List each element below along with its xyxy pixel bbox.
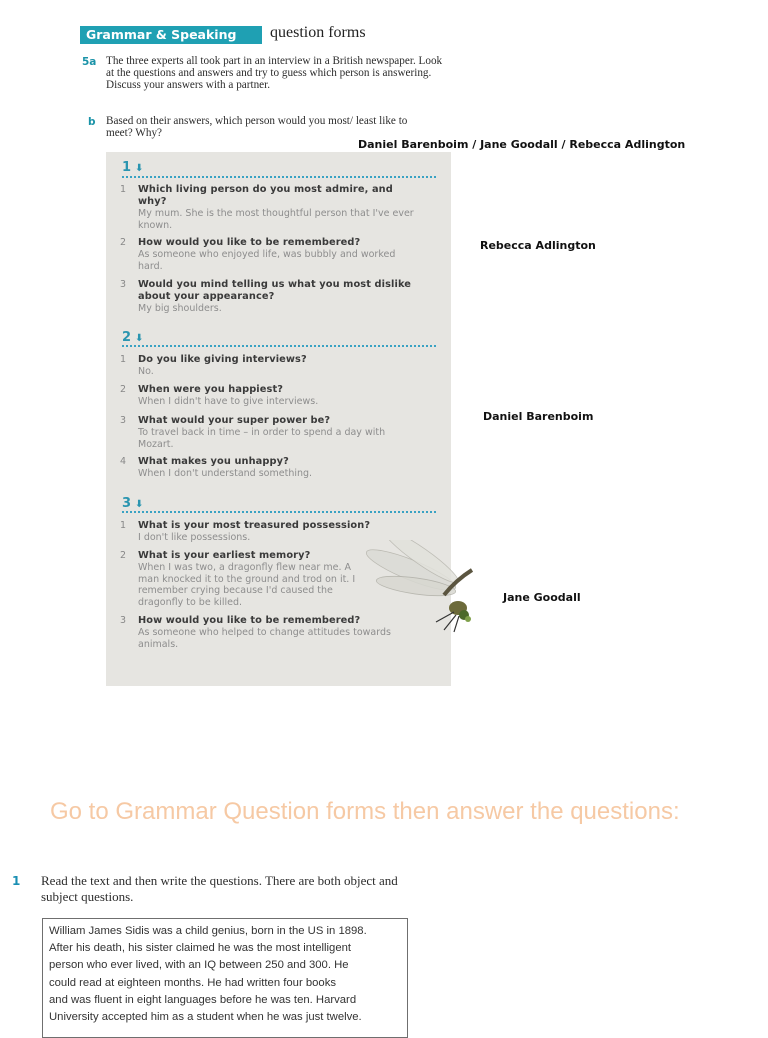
list-item: 2 What is your earliest memory? When I was two, a dragonfly flew near me. A man knocked it to the ground and trod on it. I remember crying because I'd caused the dragonfly to be killed. <box>120 550 375 608</box>
list-item: 3 What would your super power be? To travel back in time – in order to spend a day with Mozart. <box>120 415 420 450</box>
down-arrow-icon: ⬇ <box>135 333 144 344</box>
instruction-b-text: Based on their answers, which person would you most/ least like to meet? Why? <box>106 115 408 139</box>
answer-text: My big shoulders. <box>138 303 222 314</box>
exercise-instruction: Read the text and then write the questions. There are both object and subject questions. <box>41 873 398 904</box>
text-line: and was fluent in eight languages before he was ten. Harvard <box>49 993 357 1006</box>
instruction-heading: Go to Grammar Question forms then answer the questions: <box>50 798 680 825</box>
question-text: Do you like giving interviews? <box>138 354 307 365</box>
question-text: Would you mind telling us what you most dislike about your appearance? <box>138 279 412 302</box>
question-text: What makes you unhappy? <box>138 456 289 467</box>
question-text: What would your super power be? <box>138 415 331 426</box>
question-text: How would you like to be remembered? <box>138 615 361 626</box>
question-text: What is your most treasured possession? <box>138 520 371 531</box>
list-item: 1 What is your most treasured possession? I don't like possessions. <box>120 520 420 544</box>
list-item: 3 Would you mind telling us what you most dislike about your appearance? My big shoulders. <box>120 279 420 315</box>
list-item: 1 Which living person do you most admire, and why? My mum. She is the most thoughtful person that I've ever known. <box>120 184 420 231</box>
reading-text-box <box>42 918 408 1038</box>
instruction-a-number: 5a <box>82 56 97 68</box>
list-item: 3 How would you like to be remembered? As someone who helped to change attitudes towards animals. <box>120 615 400 650</box>
exercise-number: 1 <box>12 874 21 888</box>
list-item: 2 How would you like to be remembered? As someone who enjoyed life, was bubbly and worked hard. <box>120 237 420 272</box>
section-heading-3: 3 ⬇ <box>122 496 144 511</box>
answer-text: My mum. She is the most thoughtful person that I've ever known. <box>138 208 414 231</box>
question-text: When were you happiest? <box>138 384 284 395</box>
down-arrow-icon: ⬇ <box>135 499 144 510</box>
answer-label-1: Rebecca Adlington <box>480 239 596 252</box>
answer-text: I don't like possessions. <box>138 532 251 543</box>
dragonfly-image <box>366 540 474 635</box>
answer-label-3: Jane Goodall <box>503 591 581 604</box>
text-line: After his death, his sister claimed he was the most intelligent <box>49 942 352 955</box>
answer-text: To travel back in time – in order to spend a day with Mozart. <box>138 427 386 450</box>
question-text: What is your earliest memory? <box>138 550 311 561</box>
instruction-a-text: The three experts all took part in an interview in a British newspaper. Look at the questions and answers and try to guess which person is answering. Discuss your answers with a partner. <box>106 55 443 91</box>
question-text: Which living person do you most admire, and why? <box>138 184 393 207</box>
section-heading-2: 2 ⬇ <box>122 330 144 345</box>
answer-text: No. <box>138 366 154 377</box>
instruction-b-number: b <box>88 116 96 128</box>
section-badge: Grammar & Speaking <box>80 26 262 44</box>
text-line: William James Sidis was a child genius, born in the US in 1898. <box>49 925 367 937</box>
answer-text: As someone who enjoyed life, was bubbly and worked hard. <box>138 249 396 272</box>
name-options-label: Daniel Barenboim / Jane Goodall / Rebecca Adlington <box>358 138 686 151</box>
section-heading-1: 1 ⬇ <box>122 160 144 175</box>
text-line: person who ever lived, with an IQ between 250 and 300. He <box>49 959 349 972</box>
list-item: 1 Do you like giving interviews? No. <box>120 354 420 378</box>
answer-text: When I was two, a dragonfly flew near me. A man knocked it to the ground and trod on it. I remember crying because I'd caused the dragonfly to be killed. <box>138 562 356 608</box>
down-arrow-icon: ⬇ <box>135 163 144 174</box>
text-line: University accepted him as a student when he was just twelve. <box>49 1011 362 1024</box>
list-item: 4 What makes you unhappy? When I don't understand something. <box>120 456 420 480</box>
answer-text: As someone who helped to change attitudes towards animals. <box>138 627 391 650</box>
dotted-divider <box>122 345 436 347</box>
list-item: 2 When were you happiest? When I didn't have to give interviews. <box>120 384 420 408</box>
page-title: question forms <box>270 24 366 41</box>
answer-text: When I don't understand something. <box>138 468 313 479</box>
dotted-divider <box>122 176 436 178</box>
answer-label-2: Daniel Barenboim <box>483 410 594 423</box>
question-text: How would you like to be remembered? <box>138 237 361 248</box>
text-line: could read at eighteen months. He had written four books <box>49 976 336 989</box>
dotted-divider <box>122 511 436 513</box>
answer-text: When I didn't have to give interviews. <box>138 396 319 407</box>
